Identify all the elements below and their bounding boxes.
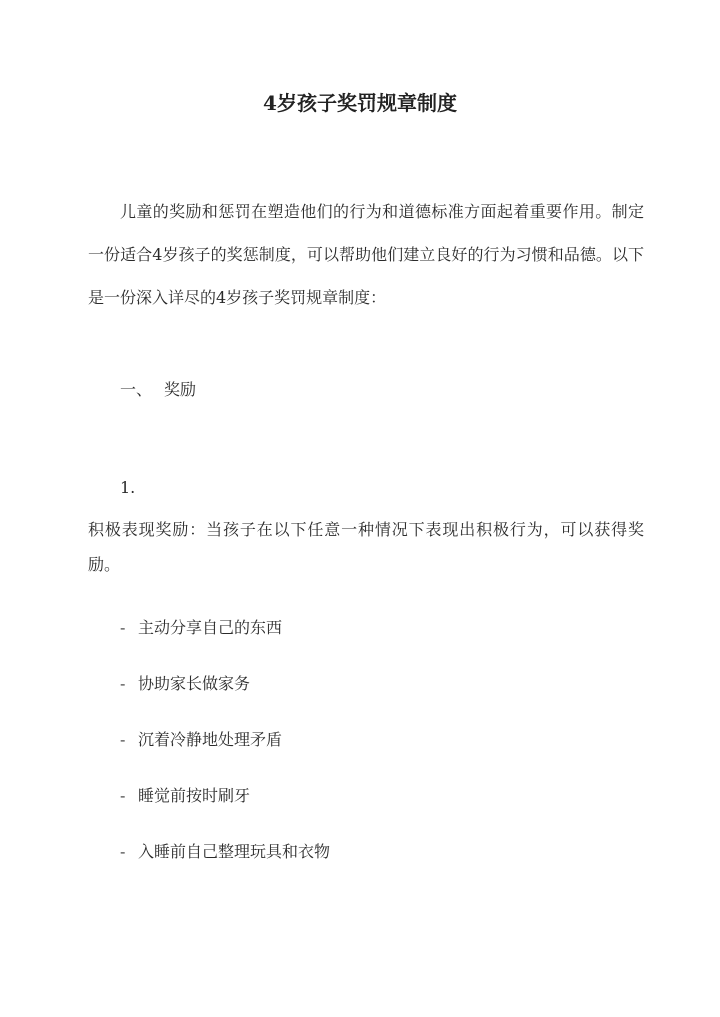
intro-paragraph: 儿童的奖励和惩罚在塑造他们的行为和道德标准方面起着重要作用。制定一份适合4岁孩子的奖惩制度，可以帮助他们建立良好的行为习惯和品德。以下是一份深入详尽的4岁孩子奖罚规章制度： [88,202,644,307]
bullet-list [120,614,330,894]
bullet-text: 睡觉前按时刷牙 [138,786,251,805]
document-title: 4岁孩子奖罚规章制度 [263,91,457,115]
bullet-marker: - [120,786,126,805]
section-number: 一、 [120,380,153,399]
bullet-text: 主动分享自己的东西 [138,618,283,637]
bullet-text: 沉着冷静地处理矛盾 [138,730,283,749]
section-label: 奖励 [164,380,197,399]
item-text: 积极表现奖励：当孩子在以下任意一种情况下表现出积极行为，可以获得奖励。 [88,520,644,574]
bullet-text: 协助家长做家务 [138,674,251,693]
bullet-marker: - [120,842,126,861]
list-item [120,614,330,670]
list-item [120,782,330,838]
bullet-marker: - [120,618,126,637]
section-heading [120,376,196,404]
bullet-text: 入睡前自己整理玩具和衣物 [138,842,331,861]
list-item [120,670,330,726]
list-item [120,838,330,894]
bullet-marker: - [120,674,126,693]
item-number: 1. [120,478,136,497]
bullet-marker: - [120,730,126,749]
list-item [120,726,330,782]
